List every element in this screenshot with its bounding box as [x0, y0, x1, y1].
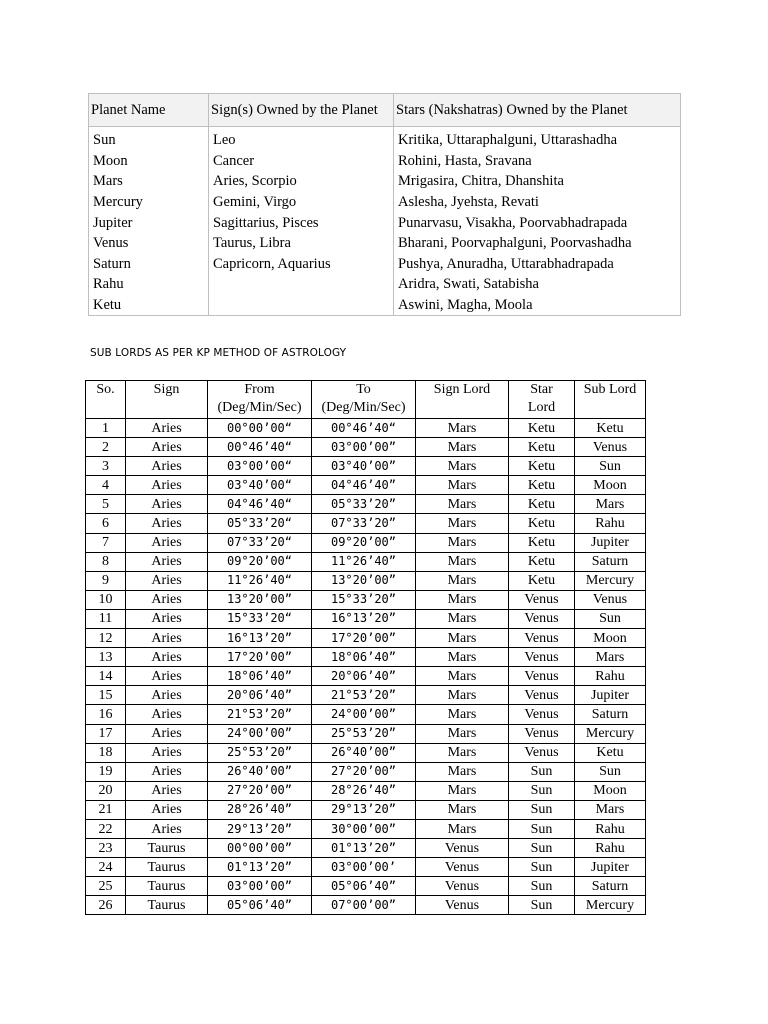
stars-owned-cell: Kritika, Uttaraphalguni, Uttarashadha [394, 127, 681, 151]
sign-cell: Taurus [126, 896, 208, 915]
sub-lord-cell: Sun [575, 457, 646, 476]
sign-cell: Aries [126, 457, 208, 476]
to-cell: 25°53’20” [312, 724, 416, 743]
sign-cell: Aries [126, 419, 208, 438]
sign-lord-cell: Mars [416, 590, 509, 609]
planet-name-cell: Mercury [89, 192, 209, 213]
serial-number-cell: 20 [86, 781, 126, 800]
sub-lord-cell: Venus [575, 438, 646, 457]
planet-ownership-table [88, 93, 681, 316]
serial-number-cell: 15 [86, 686, 126, 705]
sublord-row [86, 533, 646, 552]
stars-owned-cell: Aridra, Swati, Satabisha [394, 274, 681, 295]
sign-lord-cell: Mars [416, 457, 509, 476]
sublord-table-body [86, 419, 646, 915]
star-lord-cell: Sun [509, 896, 575, 915]
sign-lord-header: Sign Lord [416, 381, 509, 419]
sub-lord-cell: Ketu [575, 419, 646, 438]
from-cell: 03°00’00” [208, 877, 312, 896]
to-cell: 11°26’40” [312, 552, 416, 571]
sub-lord-cell: Rahu [575, 667, 646, 686]
sublord-row [86, 495, 646, 514]
sign-cell: Aries [126, 609, 208, 628]
sign-cell: Aries [126, 819, 208, 838]
from-cell: 15°33’20“ [208, 609, 312, 628]
serial-number-cell: 24 [86, 858, 126, 877]
sign-cell: Aries [126, 590, 208, 609]
star-lord-cell: Venus [509, 705, 575, 724]
from-cell: 00°00’00” [208, 839, 312, 858]
sublord-row [86, 705, 646, 724]
signs-owned-cell [209, 274, 394, 295]
sub-lord-header: Sub Lord [575, 381, 646, 419]
sublord-row [86, 819, 646, 838]
sublord-row [86, 781, 646, 800]
sign-cell: Taurus [126, 858, 208, 877]
sublord-row [86, 762, 646, 781]
sublord-row [86, 609, 646, 628]
from-cell: 05°06’40” [208, 896, 312, 915]
to-cell: 21°53’20” [312, 686, 416, 705]
sign-cell: Aries [126, 495, 208, 514]
planet-row [89, 192, 681, 213]
star-lord-cell: Venus [509, 686, 575, 705]
sublord-row [86, 514, 646, 533]
sign-lord-cell: Mars [416, 762, 509, 781]
to-cell: 09°20’00” [312, 533, 416, 552]
signs-owned-cell: Taurus, Libra [209, 233, 394, 254]
serial-number-cell: 17 [86, 724, 126, 743]
sign-cell: Aries [126, 571, 208, 590]
star-lord-cell: Ketu [509, 514, 575, 533]
sign-cell: Aries [126, 476, 208, 495]
sublord-row [86, 648, 646, 667]
sublord-row [86, 686, 646, 705]
sublord-row [86, 667, 646, 686]
from-cell: 18°06’40” [208, 667, 312, 686]
star-lord-cell: Ketu [509, 419, 575, 438]
sublord-row [86, 476, 646, 495]
planet-name-cell: Jupiter [89, 212, 209, 233]
serial-number-cell: 23 [86, 839, 126, 858]
star-lord-cell: Venus [509, 648, 575, 667]
to-cell: 13°20’00” [312, 571, 416, 590]
sub-lord-cell: Jupiter [575, 686, 646, 705]
from-cell: 03°40’00“ [208, 476, 312, 495]
sublord-row [86, 419, 646, 438]
serial-number-cell: 5 [86, 495, 126, 514]
sublord-row [86, 839, 646, 858]
planet-row [89, 233, 681, 254]
sign-cell: Aries [126, 667, 208, 686]
sublord-section-heading: SUB LORDS AS PER KP METHOD OF ASTROLOGY [90, 347, 347, 359]
serial-number-cell: 14 [86, 667, 126, 686]
to-cell: 07°00’00” [312, 896, 416, 915]
from-cell: 28°26’40” [208, 800, 312, 819]
from-cell: 00°00’00“ [208, 419, 312, 438]
planet-table-header-row [89, 94, 681, 127]
sign-header: Sign [126, 381, 208, 419]
signs-owned-cell [209, 295, 394, 316]
stars-owned-cell: Mrigasira, Chitra, Dhanshita [394, 171, 681, 192]
serial-number-cell: 22 [86, 819, 126, 838]
planet-row [89, 151, 681, 172]
to-cell: 03°00’00” [312, 438, 416, 457]
star-lord-cell: Sun [509, 781, 575, 800]
signs-owned-cell: Leo [209, 127, 394, 151]
serial-number-cell: 6 [86, 514, 126, 533]
sign-lord-cell: Mars [416, 571, 509, 590]
sign-cell: Aries [126, 648, 208, 667]
to-cell: 29°13’20” [312, 800, 416, 819]
sublord-row [86, 571, 646, 590]
sub-lord-cell: Mars [575, 495, 646, 514]
sub-lord-cell: Rahu [575, 819, 646, 838]
planet-name-header: Planet Name [89, 94, 209, 127]
from-cell: 03°00’00“ [208, 457, 312, 476]
sign-cell: Aries [126, 686, 208, 705]
to-header: To (Deg/Min/Sec) [312, 381, 416, 419]
sub-lord-cell: Saturn [575, 705, 646, 724]
sign-lord-cell: Mars [416, 629, 509, 648]
sub-lord-cell: Jupiter [575, 533, 646, 552]
serial-number-cell: 11 [86, 609, 126, 628]
planet-name-cell: Moon [89, 151, 209, 172]
star-lord-cell: Sun [509, 839, 575, 858]
sublord-table-header-row [86, 381, 646, 419]
sub-lord-cell: Rahu [575, 839, 646, 858]
serial-number-cell: 1 [86, 419, 126, 438]
sublord-row [86, 438, 646, 457]
star-lord-cell: Venus [509, 590, 575, 609]
star-lord-cell: Ketu [509, 476, 575, 495]
from-cell: 13°20’00” [208, 590, 312, 609]
planet-name-cell: Sun [89, 127, 209, 151]
sign-cell: Aries [126, 533, 208, 552]
from-cell: 04°46’40“ [208, 495, 312, 514]
from-cell: 20°06’40” [208, 686, 312, 705]
sub-lord-cell: Moon [575, 781, 646, 800]
sign-cell: Aries [126, 762, 208, 781]
planet-row [89, 274, 681, 295]
from-cell: 09°20’00“ [208, 552, 312, 571]
stars-owned-header: Stars (Nakshatras) Owned by the Planet [394, 94, 681, 127]
sublord-row [86, 629, 646, 648]
star-lord-cell: Venus [509, 667, 575, 686]
sign-lord-cell: Mars [416, 476, 509, 495]
sign-cell: Taurus [126, 839, 208, 858]
sub-lord-cell: Ketu [575, 743, 646, 762]
to-cell: 28°26’40” [312, 781, 416, 800]
sign-lord-cell: Mars [416, 667, 509, 686]
serial-number-cell: 12 [86, 629, 126, 648]
sign-cell: Aries [126, 724, 208, 743]
serial-number-cell: 19 [86, 762, 126, 781]
star-lord-cell: Ketu [509, 571, 575, 590]
to-cell: 05°06’40” [312, 877, 416, 896]
planet-row [89, 127, 681, 151]
sign-cell: Aries [126, 743, 208, 762]
sublord-row [86, 896, 646, 915]
serial-number-cell: 4 [86, 476, 126, 495]
sub-lord-cell: Saturn [575, 877, 646, 896]
sign-lord-cell: Mars [416, 743, 509, 762]
stars-owned-cell: Aslesha, Jyehsta, Revati [394, 192, 681, 213]
star-lord-cell: Ketu [509, 552, 575, 571]
from-cell: 16°13’20” [208, 629, 312, 648]
serial-number-cell: 16 [86, 705, 126, 724]
to-cell: 07°33’20” [312, 514, 416, 533]
signs-owned-cell: Sagittarius, Pisces [209, 212, 394, 233]
sub-lord-cell: Mars [575, 648, 646, 667]
sub-lord-cell: Moon [575, 629, 646, 648]
sublord-row [86, 724, 646, 743]
sign-lord-cell: Mars [416, 419, 509, 438]
planet-name-cell: Rahu [89, 274, 209, 295]
from-cell: 27°20’00” [208, 781, 312, 800]
serial-number-cell: 3 [86, 457, 126, 476]
from-cell: 17°20’00” [208, 648, 312, 667]
sign-cell: Aries [126, 781, 208, 800]
star-lord-cell: Sun [509, 819, 575, 838]
to-cell: 24°00’00” [312, 705, 416, 724]
serial-number-header: So. [86, 381, 126, 419]
star-lord-cell: Sun [509, 877, 575, 896]
planet-name-cell: Saturn [89, 254, 209, 275]
sublord-row [86, 800, 646, 819]
from-cell: 01°13’20” [208, 858, 312, 877]
from-cell: 00°46’40“ [208, 438, 312, 457]
sub-lord-cell: Mercury [575, 896, 646, 915]
from-cell: 24°00’00” [208, 724, 312, 743]
sublord-row [86, 590, 646, 609]
star-lord-header: Star Lord [509, 381, 575, 419]
signs-owned-cell: Gemini, Virgo [209, 192, 394, 213]
sign-lord-cell: Mars [416, 686, 509, 705]
sublord-row [86, 552, 646, 571]
from-cell: 26°40’00” [208, 762, 312, 781]
sign-lord-cell: Mars [416, 495, 509, 514]
planet-row [89, 171, 681, 192]
sign-cell: Aries [126, 514, 208, 533]
serial-number-cell: 2 [86, 438, 126, 457]
star-lord-cell: Sun [509, 762, 575, 781]
to-cell: 17°20’00” [312, 629, 416, 648]
stars-owned-cell: Rohini, Hasta, Sravana [394, 151, 681, 172]
from-header: From (Deg/Min/Sec) [208, 381, 312, 419]
serial-number-cell: 10 [86, 590, 126, 609]
from-cell: 25°53’20” [208, 743, 312, 762]
to-cell: 18°06’40” [312, 648, 416, 667]
sign-lord-cell: Mars [416, 648, 509, 667]
star-lord-cell: Ketu [509, 533, 575, 552]
serial-number-cell: 18 [86, 743, 126, 762]
sub-lord-cell: Venus [575, 590, 646, 609]
to-cell: 30°00’00” [312, 819, 416, 838]
to-cell: 01°13’20” [312, 839, 416, 858]
star-lord-cell: Venus [509, 629, 575, 648]
to-cell: 26°40’00” [312, 743, 416, 762]
sub-lord-cell: Mercury [575, 571, 646, 590]
sign-cell: Taurus [126, 877, 208, 896]
star-lord-cell: Venus [509, 743, 575, 762]
stars-owned-cell: Punarvasu, Visakha, Poorvabhadrapada [394, 212, 681, 233]
signs-owned-cell: Cancer [209, 151, 394, 172]
planet-name-cell: Venus [89, 233, 209, 254]
sign-lord-cell: Venus [416, 896, 509, 915]
to-cell: 16°13’20” [312, 609, 416, 628]
sign-lord-cell: Mars [416, 514, 509, 533]
from-cell: 11°26’40“ [208, 571, 312, 590]
sign-lord-cell: Mars [416, 819, 509, 838]
sign-cell: Aries [126, 438, 208, 457]
sub-lord-cell: Saturn [575, 552, 646, 571]
to-cell: 15°33’20” [312, 590, 416, 609]
star-lord-cell: Ketu [509, 457, 575, 476]
stars-owned-cell: Aswini, Magha, Moola [394, 295, 681, 316]
star-lord-cell: Venus [509, 724, 575, 743]
planet-name-cell: Mars [89, 171, 209, 192]
planet-row [89, 212, 681, 233]
stars-owned-cell: Bharani, Poorvaphalguni, Poorvashadha [394, 233, 681, 254]
serial-number-cell: 7 [86, 533, 126, 552]
sign-lord-cell: Mars [416, 609, 509, 628]
to-cell: 05°33’20” [312, 495, 416, 514]
planet-table-body [89, 127, 681, 316]
from-cell: 29°13’20” [208, 819, 312, 838]
planet-name-cell: Ketu [89, 295, 209, 316]
serial-number-cell: 26 [86, 896, 126, 915]
sublord-table [85, 380, 646, 915]
stars-owned-cell: Pushya, Anuradha, Uttarabhadrapada [394, 254, 681, 275]
sign-cell: Aries [126, 629, 208, 648]
serial-number-cell: 21 [86, 800, 126, 819]
sign-lord-cell: Mars [416, 800, 509, 819]
from-cell: 07°33’20“ [208, 533, 312, 552]
star-lord-cell: Venus [509, 609, 575, 628]
star-lord-cell: Ketu [509, 438, 575, 457]
to-cell: 04°46’40” [312, 476, 416, 495]
from-cell: 21°53’20” [208, 705, 312, 724]
sublord-row [86, 858, 646, 877]
serial-number-cell: 9 [86, 571, 126, 590]
star-lord-cell: Sun [509, 858, 575, 877]
serial-number-cell: 8 [86, 552, 126, 571]
signs-owned-cell: Capricorn, Aquarius [209, 254, 394, 275]
sublord-row [86, 877, 646, 896]
sign-lord-cell: Venus [416, 839, 509, 858]
to-cell: 03°40’00” [312, 457, 416, 476]
sign-lord-cell: Mars [416, 705, 509, 724]
sub-lord-cell: Sun [575, 609, 646, 628]
signs-owned-header: Sign(s) Owned by the Planet [209, 94, 394, 127]
sub-lord-cell: Mercury [575, 724, 646, 743]
to-cell: 03°00’00’ [312, 858, 416, 877]
from-cell: 05°33’20“ [208, 514, 312, 533]
sub-lord-cell: Mars [575, 800, 646, 819]
sign-lord-cell: Venus [416, 858, 509, 877]
serial-number-cell: 13 [86, 648, 126, 667]
sign-lord-cell: Mars [416, 781, 509, 800]
signs-owned-cell: Aries, Scorpio [209, 171, 394, 192]
sign-lord-cell: Venus [416, 877, 509, 896]
sub-lord-cell: Jupiter [575, 858, 646, 877]
sign-cell: Aries [126, 800, 208, 819]
sub-lord-cell: Moon [575, 476, 646, 495]
sign-lord-cell: Mars [416, 724, 509, 743]
sign-lord-cell: Mars [416, 438, 509, 457]
planet-row [89, 254, 681, 275]
to-cell: 27°20’00” [312, 762, 416, 781]
sub-lord-cell: Rahu [575, 514, 646, 533]
sublord-row [86, 457, 646, 476]
sign-lord-cell: Mars [416, 533, 509, 552]
star-lord-cell: Ketu [509, 495, 575, 514]
to-cell: 00°46’40“ [312, 419, 416, 438]
sign-cell: Aries [126, 552, 208, 571]
sign-cell: Aries [126, 705, 208, 724]
sub-lord-cell: Sun [575, 762, 646, 781]
serial-number-cell: 25 [86, 877, 126, 896]
star-lord-cell: Sun [509, 800, 575, 819]
sublord-row [86, 743, 646, 762]
sign-lord-cell: Mars [416, 552, 509, 571]
to-cell: 20°06’40” [312, 667, 416, 686]
planet-row [89, 295, 681, 316]
